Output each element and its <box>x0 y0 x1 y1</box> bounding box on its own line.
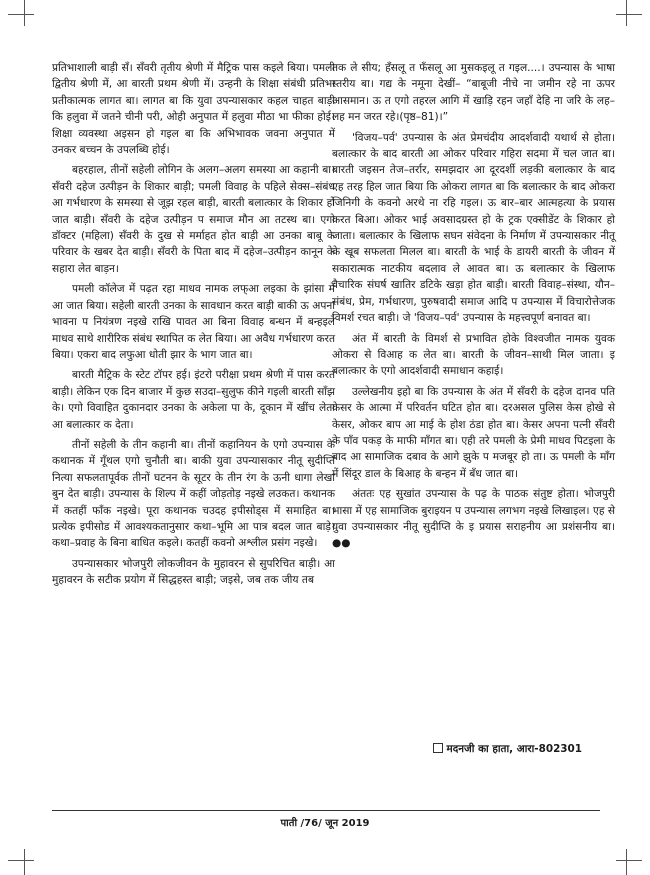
paragraph: बारती मैट्रिक के स्टेट टॉपर हई। इंटरो परीक्षा प्रथम श्रेणी में पास करत बाड़ी। लेकिन एक दिन बाजार में कुछ सउदा–सुलुफ कीने गइली बारती साँझ के। एगो विवाहित दुकानदार उनका के अकेला पा के, दूकान में खींच लेता आ बलात्कार क देता। <box>52 369 335 431</box>
page-footer: पाती /76/ जून 2019 <box>280 818 370 829</box>
paragraph: उपन्यासकार भोजपुरी लोकजीवन के मुहावरन से सुपरिचित बाड़ी। आ मुहावरन के सटीक प्रयोग में सिद्धहस्त बाड़ी; जइसे, जब तक जीय तब <box>52 557 335 587</box>
crop-mark <box>616 860 642 861</box>
paragraph: अंततः एह सुखांत उपन्यास के पढ़ के पाठक संतुष्ट होता। भोजपुरी भासा में एह सामाजिक बुराइयन प उपन्यास लगभग नइखे लिखाइल। एह से युवा उपन्यासकार नीतू सुदीप्ति के इ प्रयास सराहनीय आ प्रशंसनीय बा। ●● <box>332 488 615 550</box>
footer-divider <box>52 810 600 811</box>
paragraph: पमली कॉलेज में पढ़त रहा माधव नामक लफ्आ लइका के झांसा में आ जात बिया। सहेली बारती उनका के सावधान करत बाड़ी बाकी ऊ अपना भावना प नियंत्रण नइखे राखि पावत आ बिना विवाह बन्धन में बन्हइले माधव साथे शारीरिक संबंध स्थापित क लेत बिया। आ अवैध गर्भधारण करत बिया। एकरा बाद लफुआ धोती झार के भाग जात बा। <box>52 283 335 361</box>
paragraph: उल्लेखनीय इहो बा कि उपन्यास के अंत में सँवरी के दहेज दानव पति केसर के आत्मा में परिवर्तन घटित होत बा। दरअसल पुलिस केस होखे से केसर, ओकर बाप आ माई के होश ठंडा होत बा। केसर अपना पत्नी सँवरी के पाँव पकड़ के माफी माँगत बा। एही तरे पमली के प्रेमी माधव पिटइला के बाद आ सामाजिक दबाव के आगे झुके प मजबूर हो ता। ऊ पमली के माँग में सिंदूर डाल के बिआह के बन्हन में बँध जात बा। <box>332 385 615 480</box>
square-bullet-icon <box>433 743 443 753</box>
author-byline <box>332 742 582 756</box>
paragraph: 'विजय–पर्व' उपन्यास के अंत प्रेमचंदीय आदर्शवादी यथार्थ से होता। बलात्कार के बाद बारती आ ओकर परिवार गहिरा सदमा में चल जात बा। बारती जइसन तेज–तर्रार, समझदार आ दूरदर्शी लड़की बलात्कार के बाद एह तरह हिल जात बिया कि ओकरा लागत बा कि बलात्कार के बाद ओकरा जिनिगी के कवनो अरथे ना रहि गइल। ऊ बार–बार आत्महत्या के प्रयास करत बिआ। ओकर भाई अवसादग्रस्त हो के ट्रक एक्सीडेंट के शिकार हो जाता। बलात्कार के खिलाफ सघन संवेदना के निर्माण में उपन्यासकार नीतू के खूब सफलता मिलल बा। बारती के भाई के डायरी बारती के जीवन में सकारात्मक नाटकीय बदलाव ले आवत बा। ऊ बलात्कार के खिलाफ वैचारिक संघर्ष खातिर डटिके खड़ा होत बाड़ी। बारती विवाह–संस्था, यौन–संबंध, प्रेम, गर्भधारण, पुरुषवादी समाज आदि प उपन्यास में विचारोत्तेजक विमर्श रचत बाड़ी। जे 'विजय–पर्व' उपन्यास के महत्त्वपूर्ण बनावत बा। <box>332 131 615 325</box>
paragraph: प्रतिभाशाली बाड़ी सँ। सँवरी तृतीय श्रेणी में मैट्रिक पास कइले बिया। पमली द्वितीय श्रेणी में, आ बारती प्रथम श्रेणी में। उन्हनी के शिक्षा संबंधी प्रतिभा प्रतीकात्मक लागत बा। लागत बा कि युवा उपन्यासकार कहल चाहत बाड़ी कि हलुवा में जतने चीनी परी, ओही अनुपात में हलुवा मीठा भा फीका होई। शिक्षा व्यवस्था अइसन हो गइल बा कि अभिभावक जवना अनुपात में उनकर बच्चन के उपलब्धि होई। <box>52 62 335 157</box>
crop-mark <box>8 14 34 15</box>
paragraph: तीनों सहेली के तीन कहानी बा। तीनों कहानियन के एगो उपन्यास के कथानक में गूँथल एगो चुनौती बा। बाकी युवा उपन्यासकार नीतू सुदीप्ति नित्या सफलतापूर्वक तीनों घटनन के सूटर के तीन रंग के ऊनी धागा लेखा बुन देत बाड़ी। उपन्यास के शिल्प में कहीं जोड़तोड़ नइखे लउकत। कथानक में कतहीं फाँक नइखे। पूरा कथानक चउदह इपीसोड्स में समाहित बा। प्रत्येक इपीसोड में आवश्यकतानुसार कथा–भूमि आ पात्र बदल जात बाड़े। कथा–प्रवाह के बिना बाधित कइले। कतहीं कवनो अश्लील प्रसंग नइखे। <box>52 438 335 550</box>
crop-mark <box>8 860 34 861</box>
right-column <box>332 60 615 556</box>
crop-mark <box>626 0 627 26</box>
crop-mark <box>24 0 25 26</box>
left-column <box>52 60 335 593</box>
byline-text: मदनजी का हाता, आरा-802301 <box>446 743 582 755</box>
paragraph: तक ले सीय; हँसलू त फँसलू आ मुसकइलू त गइल....। उपन्यास के भाषा स्तरीय बा। गद्य के नमूना देखीं– “बाबूजी नीचे ना जमीन रहे ना ऊपर आसमान। ऊ त एगो तहरल आगि में खाड़ि रहन जहाँ देहि ना जरि के लह–लह मन जरत रहे।(पृष्ठ–81)।” <box>332 62 615 124</box>
paragraph: अंत में बारती के विमर्श से प्रभावित होके विश्वजीत नामक युवक ओकरा से विआह क लेत बा। बारती के जीवन–साथी मिल जाता। इ बलात्कार के एगो आदर्शवादी समाधान कहाई। <box>332 332 615 378</box>
paragraph: बहरहाल, तीनों सहेली लोगिन के अलग–अलग समस्या आ कहानी बा। सँवरी दहेज उत्पीड़न के शिकार बाड़ी; पमली विवाह के पहिले सेक्स–संबंध आ गर्भधारण के समस्या से जूझ रहल बाड़ी, बारती बलात्कार के शिकार हो जात बाड़ी। सँवरी के दहेज उत्पीड़न प समाज मौन आ तटस्थ बा। एगो डॉक्टर (महिला) सँवरी के दुख से मर्माहत होत बाड़ी आ उनका बाबू के परिवार के खबर देत बाड़ी। सँवरी के पिता बाद में दहेज–उत्पीड़न कानून के सहारा लेत बाड़न। <box>52 164 335 275</box>
crop-mark <box>626 849 627 875</box>
crop-mark <box>24 849 25 875</box>
crop-mark <box>616 14 642 15</box>
